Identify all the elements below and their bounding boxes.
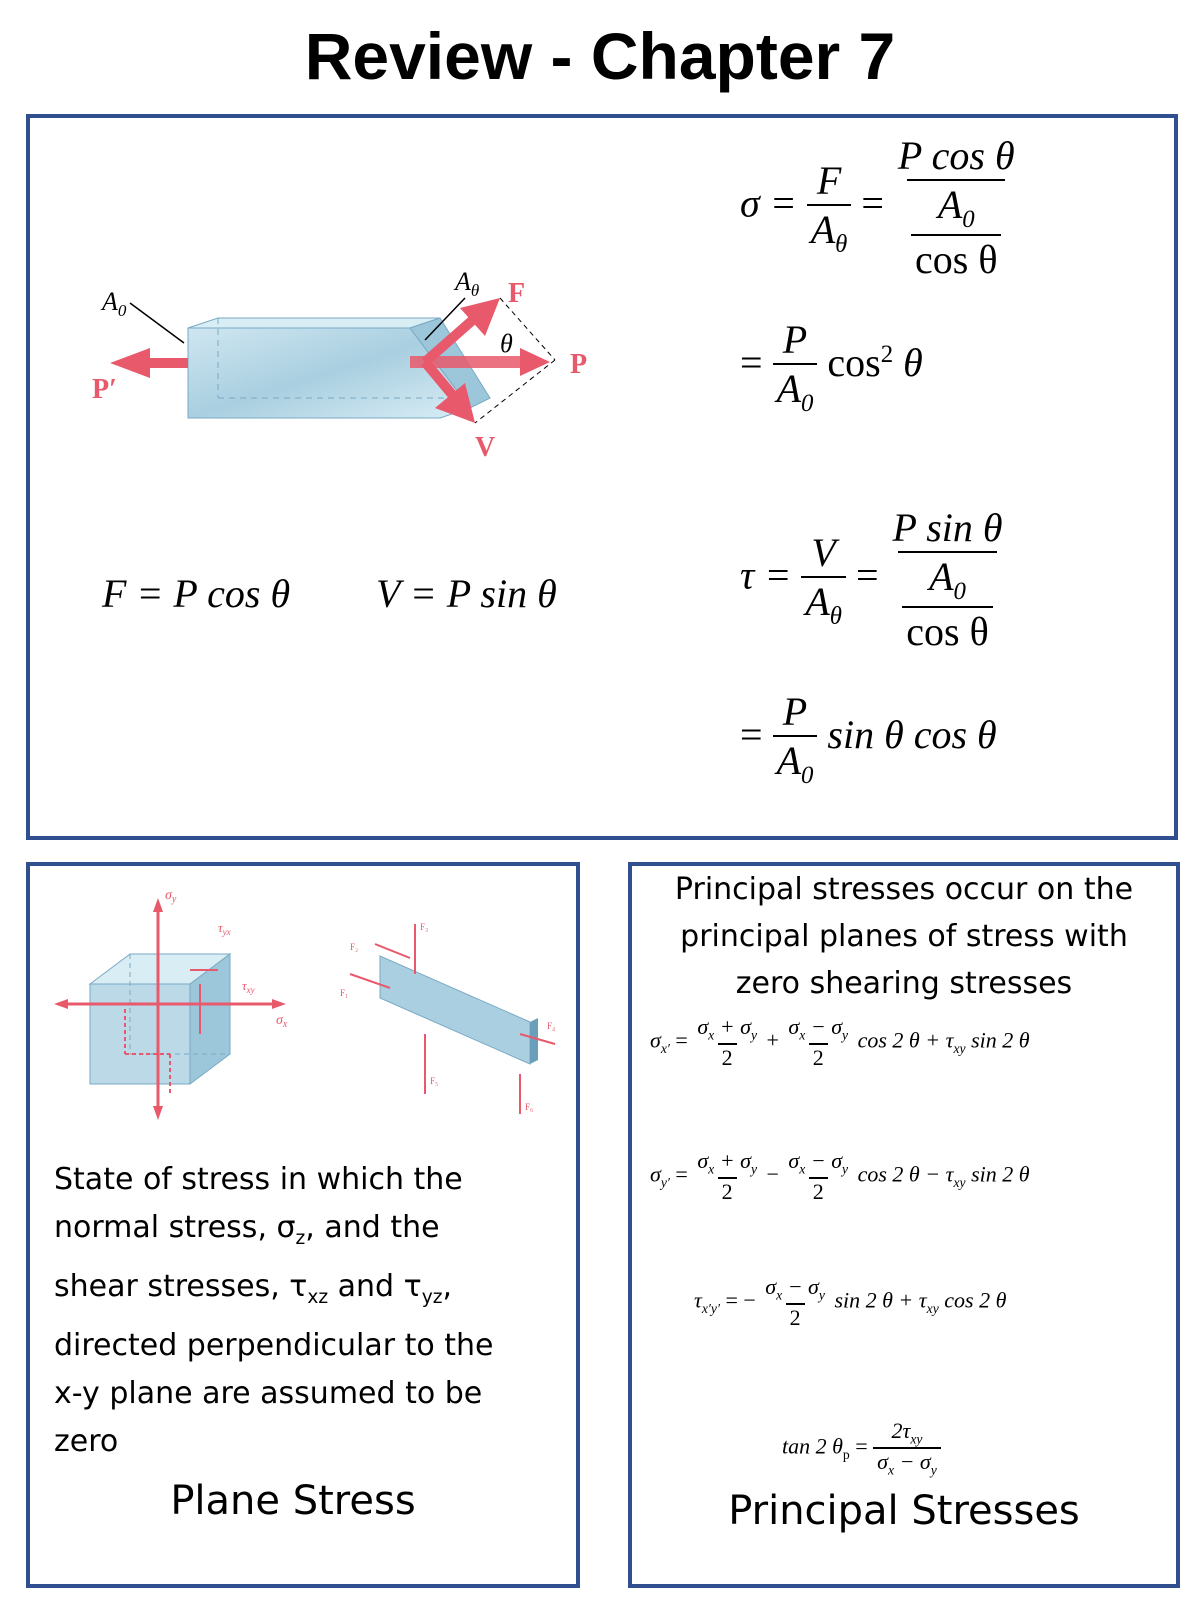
tau-equation-simplified: = $\frac{P}{A_0}$ sin θ cos θ (740, 689, 997, 789)
atheta-label: $A_\theta$ (455, 267, 480, 300)
force-v-label: V (475, 432, 496, 463)
plane-stress-panel (26, 862, 580, 1588)
stress-transformation-panel (26, 114, 1178, 840)
force-f-label: F (508, 278, 526, 309)
f3-label: F₃ (420, 922, 429, 932)
f2-label: F₂ (350, 942, 359, 952)
f1-label: F₁ (340, 988, 349, 998)
eq-v-psin: V = P sin θ (376, 571, 557, 616)
principal-stresses-panel (628, 862, 1180, 1588)
sigma-x-prime-equation: $\sigma_{x'}$ = $\frac{\sigma_x + \sigma_y}{2}$ + $\frac{\sigma_x - \sigma_y}{2}$ cos 2 $\theta + \tau_{xy}$ sin 2 θ (650, 1014, 1030, 1071)
f4-label: F₄ (547, 1021, 556, 1031)
page-title: Review - Chapter 7 (304, 19, 896, 93)
oblique-block-diagram (80, 267, 588, 488)
sigma-y-prime-equation: $\sigma_{y'}$ = $\frac{\sigma_x + \sigma_y}{2}$ − $\frac{\sigma_x - \sigma_y}{2}$ cos 2 $\theta - \tau_{xy}$ sin 2 θ (650, 1148, 1030, 1205)
f5-label: F₅ (430, 1076, 439, 1086)
principal-stresses-intro: Principal stresses occur on the principal planes of stress with zero shearing stresses (674, 872, 1134, 1001)
plane-stress-caption: Plane Stress (170, 1478, 416, 1524)
eq-f-pcos: F = P cos θ (102, 571, 291, 616)
f6-label: F₆ (525, 1102, 534, 1112)
a0-label: $A_0$ (102, 287, 127, 320)
tau-equation: τ = $\frac{V}{A_\theta}$ = $\frac{\text{P sin θ}}{\frac{A_0}{\text{cos θ}}}$ (740, 505, 1003, 654)
force-p-prime-label: P′ (92, 374, 117, 405)
principal-angle-equation: tan 2 $\theta_p$ = $\frac{2\tau_{xy}}{\sigma_x - \sigma_y}$ (782, 1418, 941, 1479)
theta-label: θ (500, 329, 513, 358)
principal-stresses-caption: Principal Stresses (728, 1488, 1080, 1534)
tau-yx-label: $\tau_{yx}$ (218, 920, 231, 937)
tau-x-prime-y-prime-equation: $\tau_{x'y'}$ = − $\frac{\sigma_x - \sigma_y}{2}$ sin 2 $\theta + \tau_{xy}$ cos 2 θ (694, 1274, 1007, 1331)
sigma-equation-simplified: = $\frac{P}{A_0}$ $\cos^2 \theta$ (740, 317, 923, 417)
sigma-x-label: $\sigma_x$ (276, 1013, 288, 1030)
plane-stress-description: State of stress in which the normal stress, $\sigma_z$, and the shear stresses, $\tau_{xz}$ and $\tau_{yz}$, directed perpendicular to the x-y plane are assumed to be zero (54, 1162, 494, 1459)
sigma-y-label: $\sigma_y$ (165, 888, 177, 905)
plane-stress-diagram (50, 884, 560, 1124)
sigma-equation: σ = $\frac{F}{A_\theta}$ = $\frac{\text{P cos θ}}{\frac{A_0}{\text{cos θ}}}$ (740, 133, 1015, 282)
force-p-label: P (570, 349, 588, 380)
tau-xy-label: $\tau_{xy}$ (242, 978, 255, 995)
